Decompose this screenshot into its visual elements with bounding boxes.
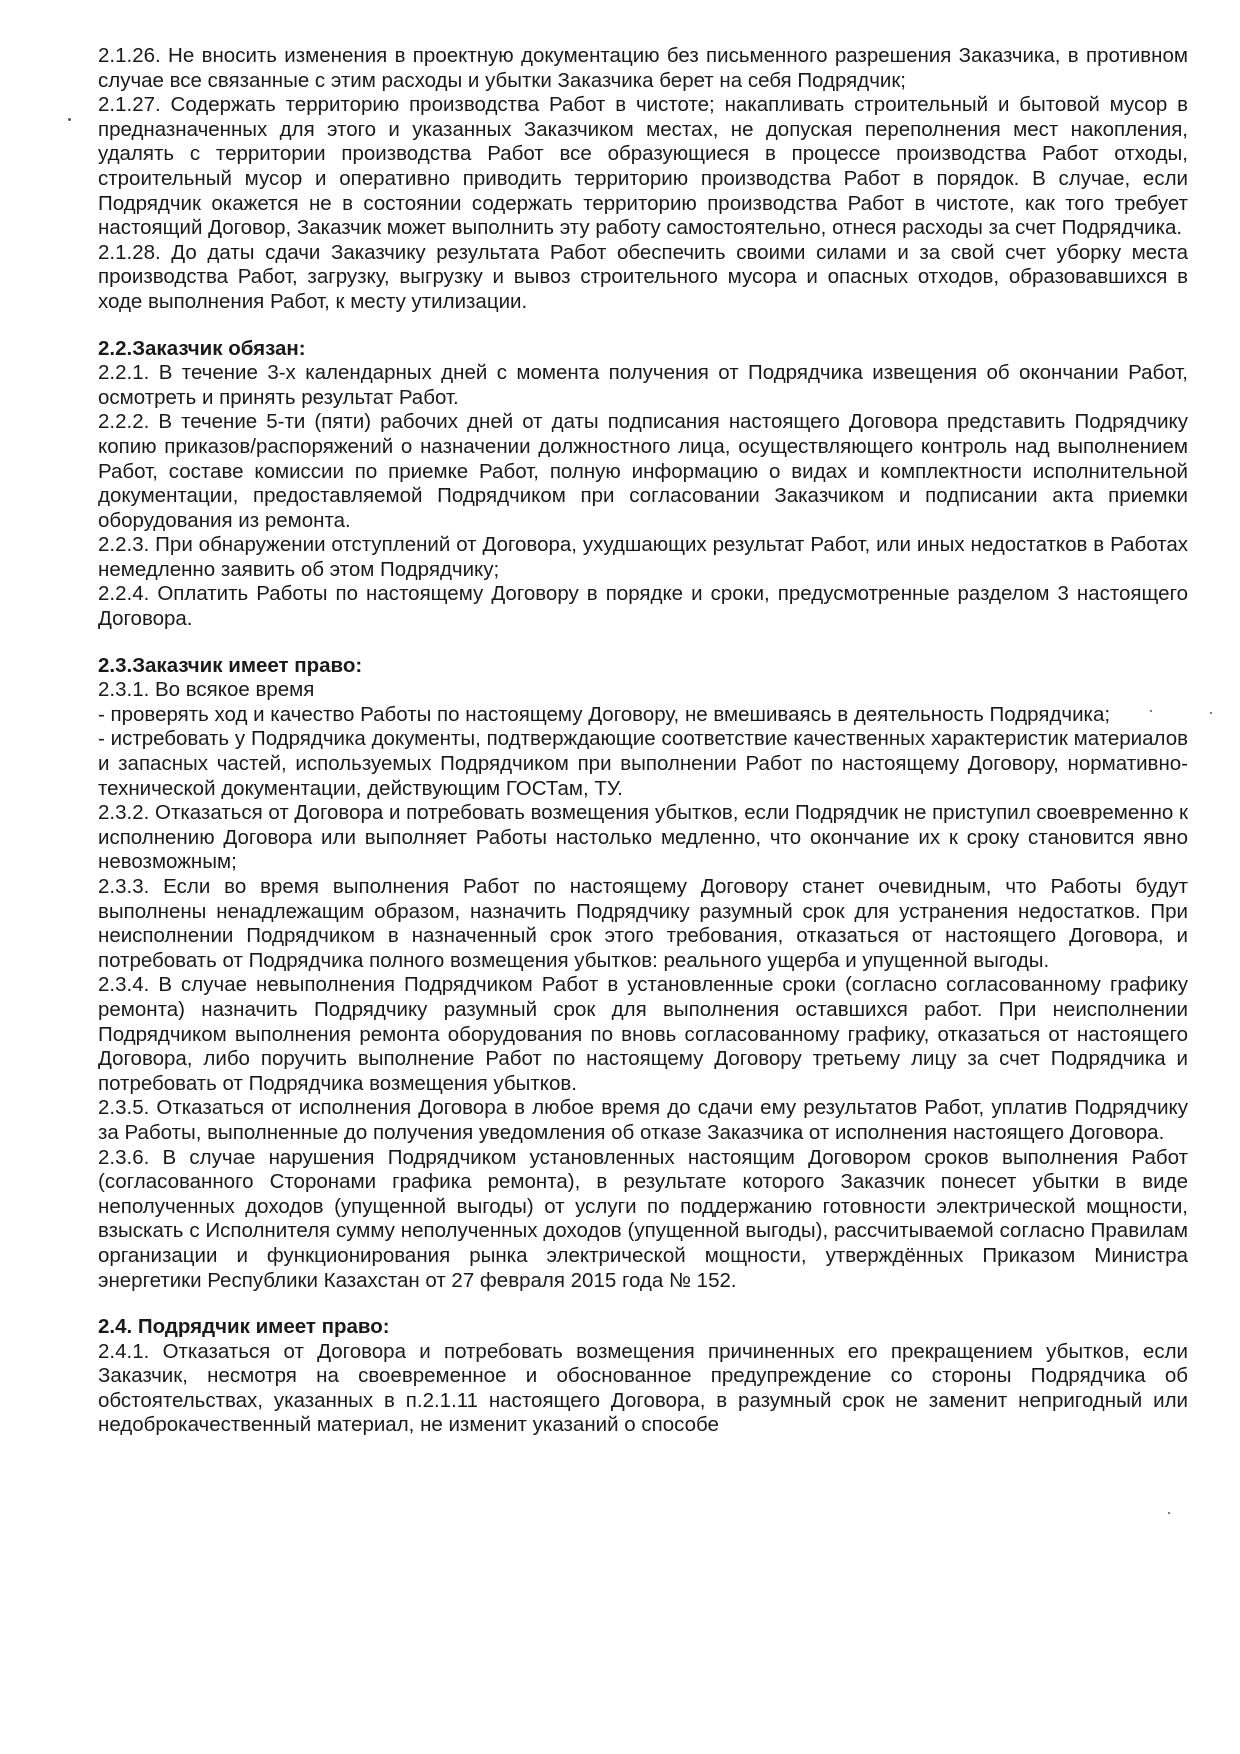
clause-2-1-28: 2.1.28. До даты сдачи Заказчику результата Работ обеспечить своими силами и за свой счет уборку места производства Работ, загрузку, выгрузку и вывоз строительного мусора и опасных отходов, образовавшихся в ходе выполнения Работ, к месту утилизации. xyxy=(98,240,1188,313)
scan-speck xyxy=(1210,712,1212,714)
clause-2-2-2: 2.2.2. В течение 5-ти (пяти) рабочих дней от даты подписания настоящего Договора представить Подрядчику копию приказов/распоряжений о назначении должностного лица, осуществляющего контроль над выполнением Работ, составе комиссии по приемке Работ, полную информацию о видах и комплектности исполнительной документации, предоставляемой Подрядчиком при согласовании Заказчиком и подписании акта приемки оборудования из ремонта. xyxy=(98,410,1188,532)
clause-2-3-3: 2.3.3. Если во время выполнения Работ по настоящему Договору станет очевидным, что Работы будут выполнены ненадлежащим образом, назначить Подрядчику разумный срок для устранения недостатков. При неисполнении Подрядчиком в назначенный срок этого требования, отказаться от настоящего Договора, и потребовать от Подрядчика полного возмещения убытков: реального ущерба и упущенной выгоды. xyxy=(98,875,1188,972)
clause-2-3-5: 2.3.5. Отказаться от исполнения Договора в любое время до сдачи ему результатов Работ, уплатив Подрядчику за Работы, выполненные до получения уведомления об отказе Заказчика от исполнения настоящего Договора. xyxy=(98,1096,1188,1144)
clause-2-2-4: 2.2.4. Оплатить Работы по настоящему Договору в порядке и сроки, предусмотренные разделом 3 настоящего Договора. xyxy=(98,582,1188,631)
clause-2-3-6: 2.3.6. В случае нарушения Подрядчиком установленных настоящим Договором сроков выполнения Работ (согласованного Сторонами графика ремонта), в результате которого Заказчик понесет убытки в виде неполученных доходов (упущенной выгоды) от услуги по поддержанию готовности электрической мощности, взыскать с Исполнителя сумму неполученных доходов (упущенной выгоды), рассчитываемой согласно Правилам организации и функционирования рынка электрической мощности, утверждённых Приказом Министра энергетики Республики Казахстан от 27 февраля 2015 года № 152. xyxy=(98,1145,1188,1292)
clause-2-3-1-item-1: - проверять ход и качество Работы по настоящему Договору, не вмешиваясь в деятельность Подрядчика; xyxy=(98,702,1111,726)
clause-2-2-3: 2.2.3. При обнаружении отступлений от Договора, ухудшающих результат Работ, или иных недостатков в Работах немедленно заявить об этом Подрядчику; xyxy=(98,533,1188,581)
scan-speck xyxy=(68,118,71,121)
section-heading-2-4: 2.4. Подрядчик имеет право: xyxy=(98,1315,390,1339)
clause-2-1-27: 2.1.27. Содержать территорию производства Работ в чистоте; накапливать строительный и бытовой мусор в предназначенных для этого и указанных Заказчиком местах, не допуская переполнения мест накопления, удалять с территории производства Работ все образующиеся в процессе производства Работ отходы, строительный мусор и оперативно приводить территорию производства Работ в порядок. В случае, если Подрядчик окажется не в состоянии содержать территорию производства Работ в чистоте, как того требует настоящий Договор, Заказчик может выполнить эту работу самостоятельно, отнеся расходы за счет Подрядчика. xyxy=(98,93,1188,240)
clause-2-4-1: 2.4.1. Отказаться от Договора и потребовать возмещения причиненных его прекращением убытков, если Заказчик, несмотря на своевременное и обоснованное предупреждение со стороны Подрядчика об обстоятельствах, указанных в п.2.1.11 настоящего Договора, в разумный срок не заменит непригодный или недоброкачественный материал, не изменит указаний о способе xyxy=(98,1339,1188,1437)
clause-2-3-1: 2.3.1. Во всякое время xyxy=(98,678,315,702)
clause-2-3-4: 2.3.4. В случае невыполнения Подрядчиком Работ в установленные сроки (согласно согласованному графику ремонта) назначить Подрядчику разумный срок для выполнения оставшихся работ. При неисполнении Подрядчиком выполнения ремонта оборудования по вновь согласованному графику, отказаться от настоящего Договора, либо поручить выполнение Работ по настоящему Договору третьему лицу за счет Подрядчика и потребовать от Подрядчика возмещения убытков. xyxy=(98,973,1188,1095)
clause-2-2-1: 2.2.1. В течение 3-х календарных дней с момента получения от Подрядчика извещения об окончании Работ, осмотреть и принять результат Работ. xyxy=(98,361,1188,409)
scan-speck xyxy=(1150,710,1152,712)
scan-speck xyxy=(1168,1512,1170,1514)
contract-text xyxy=(98,44,1188,1438)
section-heading-2-3: 2.3.Заказчик имеет право: xyxy=(98,653,363,677)
section-heading-2-2: 2.2.Заказчик обязан: xyxy=(98,336,306,360)
clause-2-1-26: 2.1.26. Не вносить изменения в проектную документацию без письменного разрешения Заказчика, в противном случае все связанные с этим расходы и убытки Заказчика берет на себя Подрядчик; xyxy=(98,44,1188,92)
clause-2-3-1-item-2: - истребовать у Подрядчика документы, подтверждающие соответствие качественных характеристик материалов и запасных частей, используемых Подрядчиком при выполнении Работ по настоящему Договору, нормативно-технической документации, действующим ГОСТам, ТУ. xyxy=(98,727,1188,800)
clause-2-3-2: 2.3.2. Отказаться от Договора и потребовать возмещения убытков, если Подрядчик не приступил своевременно к исполнению Договора или выполняет Работы настолько медленно, что окончание их к сроку становится явно невозможным; xyxy=(98,801,1188,874)
